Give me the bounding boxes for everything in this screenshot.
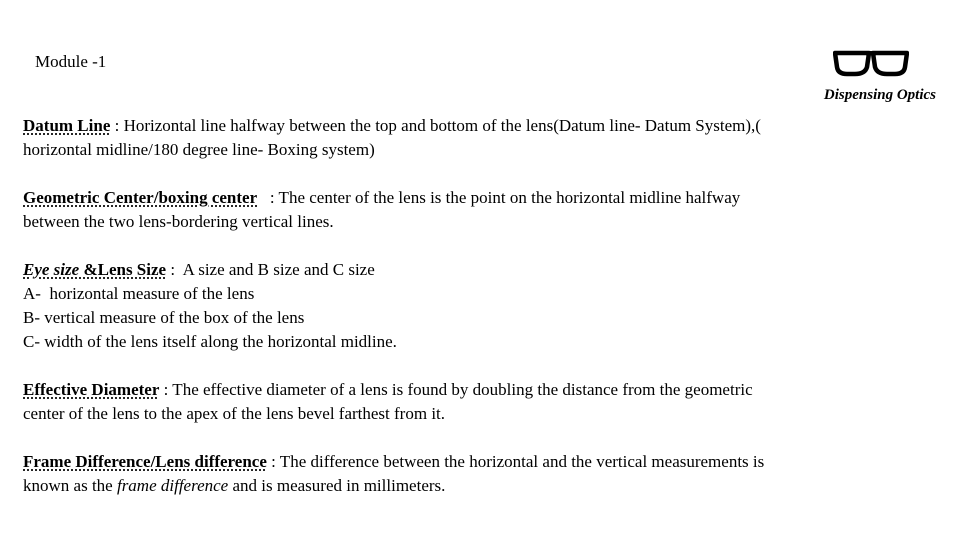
term: &Lens Size [79, 260, 167, 279]
definition-line [23, 258, 923, 282]
definition-text: : A size and B size and C size [166, 260, 375, 279]
definition-line: center of the lens to the apex of the lens bevel farthest from it. [23, 404, 446, 423]
brand-title: Dispensing Optics [823, 87, 936, 103]
definition-lens-size [23, 258, 923, 354]
eyeglasses-icon [833, 47, 909, 77]
definition-line [23, 114, 923, 138]
emphasis: frame difference [116, 476, 229, 495]
term-group [23, 260, 166, 279]
definition-line: between the two lens-bordering vertical lines. [23, 212, 334, 231]
definition-line: B- vertical measure of the box of the lens [23, 308, 305, 327]
definition-text: : The difference between the horizontal and the vertical measurements is [266, 452, 765, 471]
module-label: Module -1 [35, 52, 107, 71]
definition-geometric-center [23, 186, 923, 234]
definition-text: : The center of the lens is the point on the horizontal midline halfway [257, 188, 741, 207]
definition-text: : Horizontal line halfway between the top and bottom of the lens(Datum line- Datum System),( [110, 116, 761, 135]
definition-text: : The effective diameter of a lens is found by doubling the distance from the geometric [159, 380, 753, 399]
definitions [23, 114, 923, 522]
definition-line [23, 378, 923, 402]
definition-line [23, 474, 923, 498]
term: Datum Line [23, 116, 111, 135]
definition-text: and is measured in millimeters. [228, 476, 446, 495]
definition-datum-line [23, 114, 923, 162]
definition-text: known as the [23, 476, 117, 495]
definition-frame-difference [23, 450, 923, 498]
term: Geometric Center/boxing center [23, 188, 258, 207]
definition-effective-diameter [23, 378, 923, 426]
definition-line [23, 450, 923, 474]
definition-line: horizontal midline/180 degree line- Boxing system) [23, 140, 375, 159]
definition-line [23, 186, 923, 210]
term: Frame Difference/Lens difference [23, 452, 267, 471]
definition-line: A- horizontal measure of the lens [23, 284, 255, 303]
term: Effective Diameter [23, 380, 160, 399]
definition-line: C- width of the lens itself along the horizontal midline. [23, 332, 397, 351]
term-italic: Eye size [23, 260, 80, 279]
